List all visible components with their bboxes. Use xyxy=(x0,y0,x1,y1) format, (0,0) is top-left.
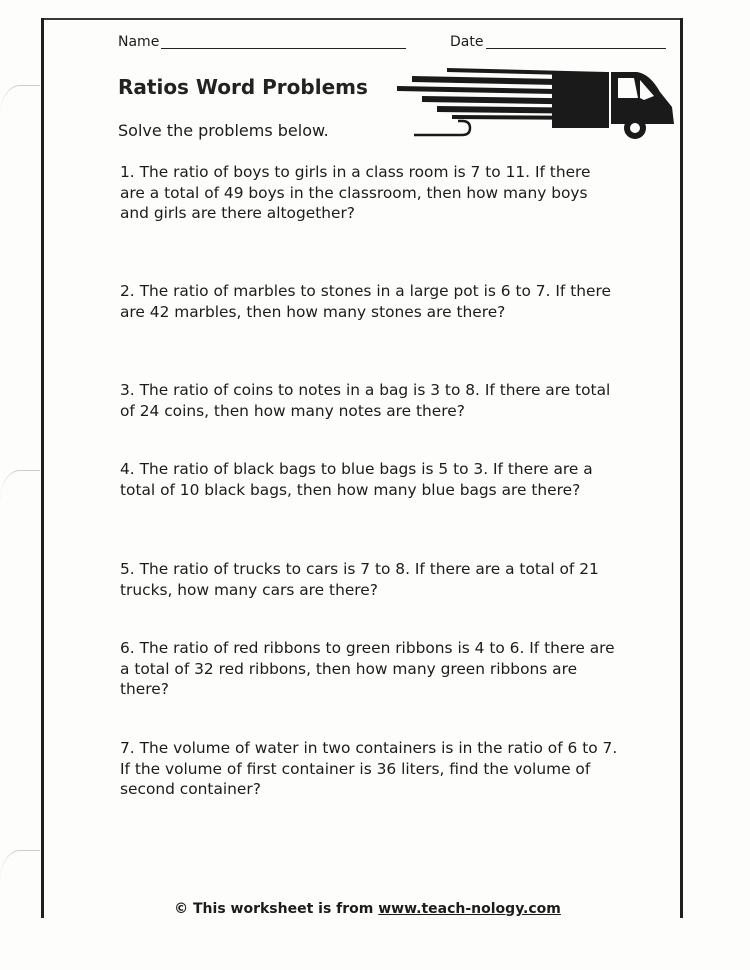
truck-icon xyxy=(392,62,677,142)
page-border-top xyxy=(41,18,683,20)
copyright-footer xyxy=(0,901,735,917)
problem-4: 4. The ratio of black bags to blue bags is 5 to 3. If there are a total of 10 black bags, then how many blue bags are there? xyxy=(120,460,593,499)
problem-5: 5. The ratio of trucks to cars is 7 to 8. If there are a total of 21 trucks, how many cars are there? xyxy=(120,560,599,599)
page-border-right xyxy=(680,18,683,918)
date-field[interactable] xyxy=(486,48,666,49)
problem-7: 7. The volume of water in two containers is in the ratio of 6 to 7. If the volume of first container is 36 liters, find the volume of second container? xyxy=(120,739,618,798)
date-label: Date xyxy=(450,34,484,50)
footer-prefix: © This worksheet is from xyxy=(174,901,379,917)
worksheet-title: Ratios Word Problems xyxy=(118,75,368,99)
binder-hole-mark xyxy=(0,470,40,531)
problem-1: 1. The ratio of boys to girls in a class room is 7 to 11. If there are a total of 49 boys in the classroom, then how many boys and girls are there altogether? xyxy=(120,163,591,222)
page-border-left xyxy=(41,18,44,918)
footer-link[interactable]: www.teach-nology.com xyxy=(378,901,561,917)
problem-2: 2. The ratio of marbles to stones in a large pot is 6 to 7. If there are 42 marbles, then how many stones are there? xyxy=(120,282,611,321)
binder-hole-mark xyxy=(0,85,40,146)
name-label: Name xyxy=(118,34,160,50)
instructions: Solve the problems below. xyxy=(118,121,329,140)
problem-3: 3. The ratio of coins to notes in a bag is 3 to 8. If there are total of 24 coins, then how many notes are there? xyxy=(120,381,611,420)
problem-6: 6. The ratio of red ribbons to green ribbons is 4 to 6. If there are a total of 32 red ribbons, then how many green ribbons are there? xyxy=(120,639,615,698)
name-field[interactable] xyxy=(161,48,406,49)
